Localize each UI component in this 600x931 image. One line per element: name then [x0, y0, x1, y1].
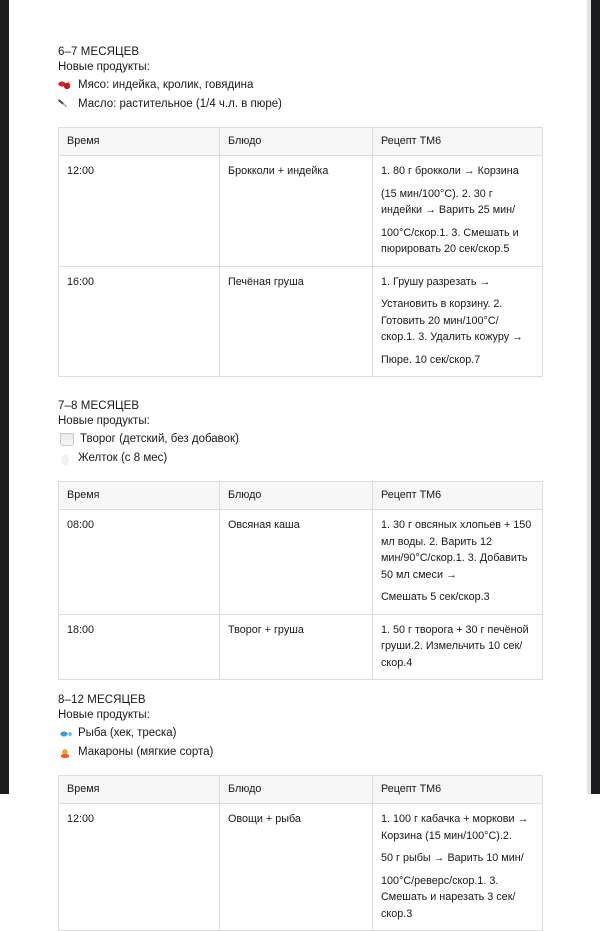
table-header-row	[59, 128, 543, 156]
fish-icon	[58, 727, 72, 741]
section-7-8-months	[58, 399, 542, 680]
section-title: 8–12 МЕСЯЦЕВ	[58, 694, 146, 706]
cell-time: 08:00	[59, 510, 220, 615]
recipe-line: (15 мин/100°С). 2. 30 г индейки → Варить 25 мин/	[381, 187, 516, 216]
left-edge-bar	[0, 0, 9, 794]
section-spacer	[58, 377, 542, 399]
list-item	[58, 743, 542, 762]
list-item	[58, 430, 542, 449]
new-products-label: Новые продукты:	[58, 709, 150, 721]
section-title: 6–7 МЕСЯЦЕВ	[58, 46, 140, 58]
table-row	[59, 614, 543, 680]
recipe-line: 100°С/реверс/скор.1. 3. Смешать и нарезать 3 сек/ скор.3	[381, 874, 516, 920]
list-item	[58, 76, 542, 95]
recipe-line: 100°С/скор.1. 3. Смешать и пюрировать 20 сек/скор.5	[381, 226, 519, 255]
cell-time: 18:00	[59, 614, 220, 680]
cell-time: 16:00	[59, 266, 220, 377]
product-label: Рыба (хек, треска)	[78, 727, 177, 739]
column-header-dish: Блюдо	[220, 776, 373, 804]
cell-dish: Брокколи + индейка	[220, 156, 373, 267]
cell-recipe	[373, 156, 543, 267]
product-label: Макароны (мягкие сорта)	[78, 746, 214, 758]
table-header-row	[59, 482, 543, 510]
cell-dish: Печёная груша	[220, 266, 373, 377]
schedule-table-8-12-months	[58, 775, 543, 931]
recipe-line: Установить в корзину. 2. Готовить 20 мин/100°С/ скор.1. 3. Удалить кожуру →	[381, 298, 523, 343]
cell-time: 12:00	[59, 804, 220, 931]
column-header-time: Время	[59, 128, 220, 156]
list-item	[58, 95, 542, 114]
table-row	[59, 804, 543, 931]
recipe-line: 1. 80 г брокколи → Корзина	[381, 165, 519, 177]
section-title: 7–8 МЕСЯЦЕВ	[58, 400, 140, 412]
table-row	[59, 510, 543, 615]
cell-recipe	[373, 614, 543, 680]
list-item	[58, 724, 542, 743]
section-8-12-months	[58, 693, 542, 931]
schedule-table-6-7-months	[58, 127, 543, 377]
section-spacer	[58, 680, 542, 693]
recipe-line: 1. Грушу разрезать →	[381, 275, 491, 288]
column-header-dish: Блюдо	[220, 482, 373, 510]
table-row	[59, 156, 543, 267]
egg-icon	[58, 452, 72, 466]
list-item	[58, 449, 542, 468]
cell-recipe	[373, 510, 543, 615]
recipe-line: 1. 30 г овсяных хлопьев + 150 мл воды. 2. Варить 12 мин/90°С/скор.1. 3. Добавить 50 мл смеси →	[381, 519, 532, 581]
document-page	[9, 0, 591, 920]
recipe-line: 1. 100 г кабачка + моркови → Корзина (15 мин/100°С).2.	[381, 813, 529, 842]
cell-dish: Творог + груша	[220, 614, 373, 680]
right-edge-bar	[591, 0, 600, 794]
column-header-recipe: Рецепт TM6	[373, 128, 543, 156]
product-list	[58, 724, 542, 762]
recipe-line: Смешать 5 сек/скор.3	[381, 591, 490, 603]
column-header-time: Время	[59, 776, 220, 804]
cell-time: 12:00	[59, 156, 220, 267]
pasta-icon	[58, 746, 72, 760]
schedule-table-7-8-months	[58, 481, 543, 680]
product-label: Творог (детский, без добавок)	[80, 433, 239, 445]
new-products-label: Новые продукты:	[58, 61, 150, 73]
product-label: Желток (с 8 мес)	[78, 452, 168, 464]
table-row	[59, 266, 543, 377]
column-header-recipe: Рецепт TM6	[373, 776, 543, 804]
meat-icon	[58, 79, 72, 93]
cell-recipe	[373, 804, 543, 931]
product-list	[58, 430, 542, 468]
section-6-7-months	[58, 45, 542, 377]
column-header-dish: Блюдо	[220, 128, 373, 156]
new-products-label: Новые продукты:	[58, 415, 150, 427]
cell-dish: Овощи + рыба	[220, 804, 373, 931]
recipe-line: 50 г рыбы → Варить 10 мин/	[381, 852, 524, 864]
column-header-time: Время	[59, 482, 220, 510]
cell-dish: Овсяная каша	[220, 510, 373, 615]
cell-recipe	[373, 266, 543, 377]
document-content	[58, 45, 542, 931]
table-header-row	[59, 776, 543, 804]
milk-glass-icon	[60, 433, 74, 446]
brush-icon	[58, 98, 72, 112]
column-header-recipe: Рецепт TM6	[373, 482, 543, 510]
recipe-line: Пюре. 10 сек/скор.7	[381, 353, 481, 366]
recipe-line: 1. 50 г творога + 30 г печёной груши.2. Измельчить 10 сек/скор.4	[381, 623, 529, 669]
product-label: Мясо: индейка, кролик, говядина	[78, 79, 254, 91]
product-list	[58, 76, 542, 114]
product-label: Масло: растительное (1/4 ч.л. в пюре)	[78, 98, 282, 110]
